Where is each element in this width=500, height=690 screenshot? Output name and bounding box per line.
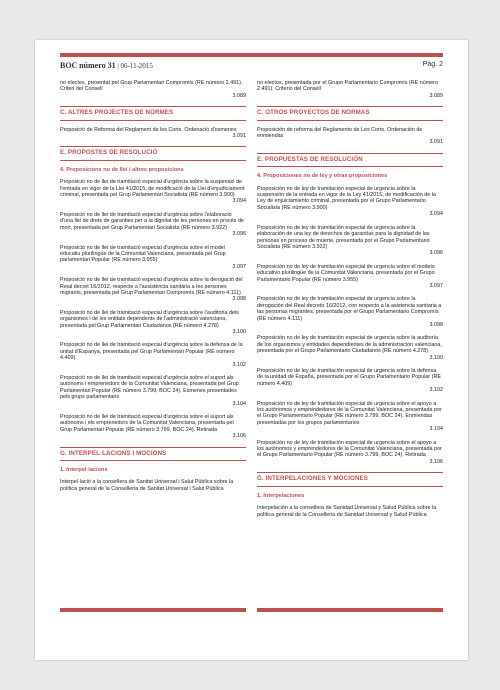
toc-entry [257,401,443,433]
section-heading-c: C. OTROS PROYECTOS DE NORMAS [257,106,443,120]
toc-entry [257,186,443,218]
header-separator: | [117,62,121,70]
toc-entry-page: 3.098 [232,296,246,303]
top-rule [60,53,443,57]
page-number: Pàg. 2 [422,61,443,68]
toc-entry-page: 3.089 [429,92,443,99]
toc-entry-page: 3.096 [429,250,443,257]
toc-entry-text: Proposició no de llei de tramitació especial d'urgència sobre l'auditoria dels organismes i de les entitats dependents de l'administració valenciana, presentada pel Grup Parlamentari Ciudadanos (RE número 4.278) [60,309,239,329]
section-heading-c: C. ALTRES PROJECTES DE NORMES [60,106,246,120]
toc-entry-page: 3.091 [232,133,246,140]
toc-entry-page: 3.094 [232,198,246,205]
toc-entry [257,368,443,394]
toc-entry-page: 3.094 [429,211,443,218]
toc-entry [60,179,246,205]
section-heading-e: E. PROPOSTES DE RESOLUCIÓ [60,146,246,160]
toc-entry-text: Proposició no de llei de tramitació especial d'urgència sobre el suport als autònoms i els emprenedors de la Comunitat Valenciana, presentada pel Grup Parlamentari Popular (RE número 3.799, BOC 24). Retirada [60,414,234,433]
toc-entry-text: no electes, presentat pel Grup Parlamentari Compromís (RE número 2.491). Criteri del Consell [60,80,243,93]
subsection-heading: 4. Proposicions no de llei i altres proposicions [60,166,184,173]
toc-entry [257,127,443,146]
toc-entry-page: 3.091 [429,139,443,146]
toc-entry-text: Proposición no de ley de tramitación especial de urgencia sobre el apoyo a los autónomos y emprendedores de la Comunitat Valenciana, presentada por el Grupo Parlamentario Popular (RE número 3.799, BOC 24). Enmiendas presentadas por los grupos parlamentarios [257,400,442,426]
toc-entry-page: 3.104 [232,400,246,407]
toc-entry [257,225,443,257]
toc-entry [257,264,443,290]
toc-entry-text: Proposició no de llei de tramitació especial d'urgència sobre la derogació del Reial decret 16/2012, respecte a l'assistència sanitària a les persones migrants, presentada pel Grup Parlamentari Compromís (RE número 4.111) [60,277,243,296]
toc-entry-page: 3.096 [232,231,246,238]
toc-entry-text: Proposición no de ley de tramitación especial de urgencia sobre la elaboración de una ley de derechos de garantías para la dignidad de las personas en proceso de muerte, presentada por el Grupo Parlamentario Socialista (RE número 3.922) [257,224,430,250]
bulletin-id [60,61,153,70]
bulletin-number: número 31 [79,61,116,70]
column-valencian [60,80,246,499]
toc-entry-text: Proposició no de llei de tramitació especial d'urgència sobre la defensa de la unitat d'Espanya, presentada pel Grup Parlamentari Popular (RE número 4.409) [60,342,243,362]
toc-entry [60,375,246,407]
column-spanish [257,80,443,525]
toc-entry-text: Proposición no de ley de tramitación especial de urgencia sobre la suspensión de la entrada en vigor de la Ley 41/2015, de modificación de la Ley de enjuiciamiento criminal, presentada por el Grupo Parlamentario Socialista (RE número 3.900) [257,185,436,211]
toc-entry-text: Proposición no de ley de tramitación especial de urgencia sobre el modelo educativo plurilingüe de la Comunitat Valenciana, presentada por el Grupo Parlamentario Popular (RE número 3.955) [257,263,435,283]
toc-entry [60,245,246,271]
bulletin-name: BOC [60,61,78,70]
toc-entry [60,342,246,368]
toc-entry [60,80,246,99]
section-heading-e: E. PROPUESTAS DE RESOLUCIÓN [257,153,443,167]
bulletin-page [35,40,468,660]
subsection-heading: 4. Proposiciones no de ley y otras proposiciones [257,173,388,180]
subsection-heading: 1. Interpel·lacions [60,467,108,474]
toc-entry-text: Interpelación a la consellera de Sanidad Universal y Salud Pública sobre la política general de la Conselleria de Sanidad Universal y Salud Pública [257,505,437,518]
page-header [60,61,443,73]
toc-entry-page: 3.098 [429,321,443,328]
toc-entry-text: Proposició no de llei de tramitació especial d'urgència sobre el suport als autònoms i emprenedors de la Comunitat Valenciana, presentada pel Grup Parlamentari Popular (RE número 3.799, BOC 24). Esmenes presentades pels grups parlamentaris [60,375,239,401]
section-heading-g: G. INTERPEL·LACIONS I MOCIONS [60,447,246,461]
toc-entry-text: no electos, presentada por el Grupo Parlamentario Compromís (RE número 2.491). Criterio del Consell [257,80,438,93]
toc-entry [257,335,443,361]
toc-entry [257,296,443,328]
toc-entry-page: 3.102 [232,361,246,368]
toc-entry-page: 3.089 [232,92,246,99]
section-heading-g: G. INTERPELACIONES Y MOCIONES [257,472,443,486]
toc-entry [257,80,443,99]
toc-entry-page: 3.106 [232,433,246,440]
toc-entry-page: 3.100 [429,354,443,361]
toc-entry-text: Proposició de Reforma del Reglament de les Corts. Ordenació d'esmenes [60,126,237,133]
toc-entry [257,440,443,466]
toc-entry-page: 3.100 [232,328,246,335]
toc-entry [60,212,246,238]
toc-entry-page: 3.106 [429,458,443,465]
toc-entry [60,127,246,140]
toc-entry-page: 3.097 [232,263,246,270]
bottom-rule-right [257,608,443,612]
toc-entry [60,310,246,336]
toc-entry-text: Proposició no de llei de tramitació especial d'urgència sobre el model educatiu plurilingüe de la Comunitat Valenciana, presentada pel Grup parlamentari Popular (RE número 3.955) [60,244,226,264]
toc-entry-text: Proposició no de llei de tramitació especial d'urgència sobre la suspensió de l'entrada en vigor de la Llei 41/2015, de modificació de la Llei d'enjudiciament criminal, presentada pel Grup Parlamentari Socialista (RE número 3.900) [60,179,245,199]
toc-entry-text: Interpel·lació a la consellera de Sanitat Universal i Salut Pública sobre la política general de la Conselleria de Sanitat Universal i Salut Pública [60,479,234,492]
toc-entry-text: Proposición no de ley de tramitación especial de urgencia sobre la defensa de la unidad de España, presentada por el Grupo Parlamentario Popular (RE número 4.409) [257,368,441,387]
toc-entry-text: Proposición no de ley de tramitación especial de urgencia sobre el apoyo a los autónomos y emprendedores de la Comunitat Valenciana, presentada por el Grupo Parlamentario Popular (RE número 3.799, BOC 24). Retirada [257,439,442,459]
subsection-heading: 1. Interpelaciones [257,492,305,499]
toc-entry-text: Proposición no de ley de tramitación especial de urgencia sobre la derogación del Real decreto 16/2012, con respecto a la asistencia sanitaria a las personas migrantes, presentada por el Grupo Parlamentario Compromís (RE número 4.111) [257,296,442,322]
bulletin-date: 06-11-2015 [120,62,153,70]
bottom-rule-left [60,608,246,612]
toc-entry-text: Proposición de reforma del Reglamento de Les Corts. Ordenación de enmiendas [257,126,423,140]
toc-entry-page: 3.104 [429,426,443,433]
toc-entry-page: 3.102 [429,387,443,394]
toc-entry-text: Proposició no de llei de tramitació especial d'urgència sobre l'elaboració d'una llei de drets de garanties per a la dignitat de les persones en procés de mort, presentada pel Grup Parlamentari Socialista (RE número 3.922) [60,211,244,231]
toc-entry [60,277,246,303]
toc-entry-page: 3.097 [429,282,443,289]
toc-entry [60,414,246,440]
toc-entry-text: Proposición no de ley de tramitación especial de urgencia sobre la auditoría de los organismos y entidades dependientes de la administración valenciana, presentada por el Grupo Parlamentario Ciudadanos (RE número 4.278) [257,335,442,355]
